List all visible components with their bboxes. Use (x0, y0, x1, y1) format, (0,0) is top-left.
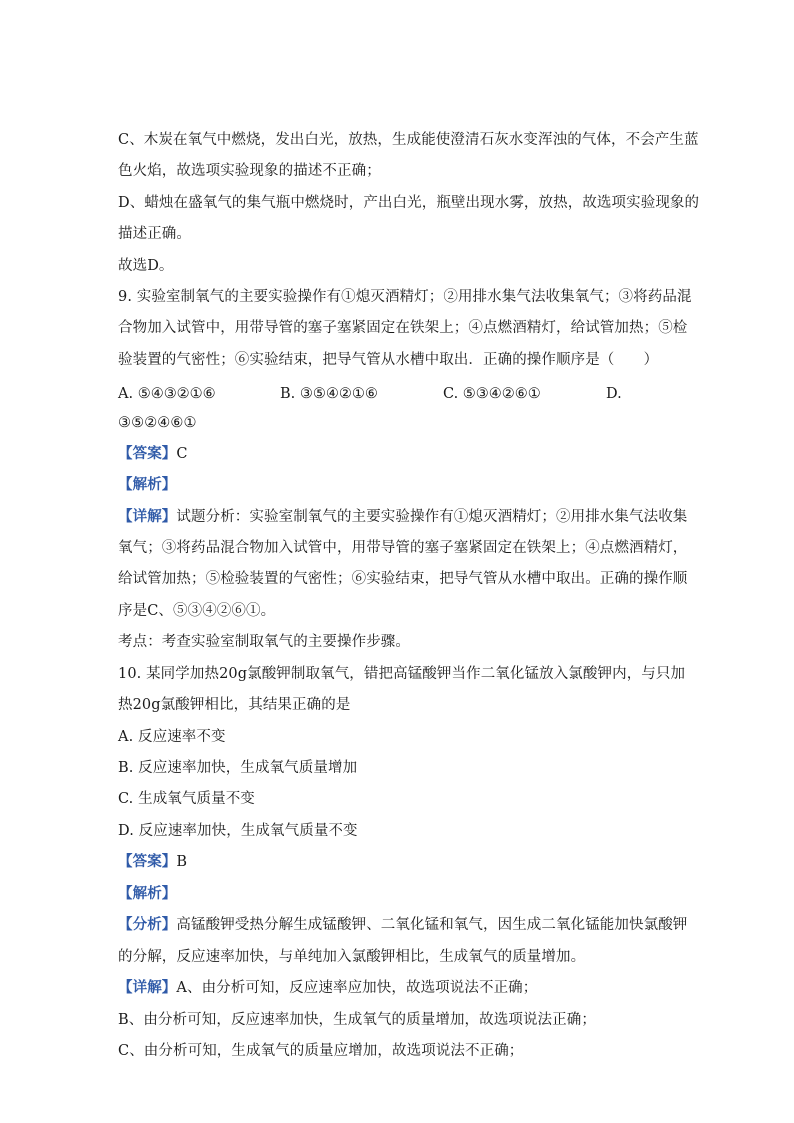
q10-detail-a: A、由分析可知，反应速率应加快，故选项说法不正确； (176, 980, 538, 996)
q9-answer-tag: 【答案】 (118, 445, 177, 462)
q10-option-b: B. 反应速率加快，生成氧气质量增加 (118, 760, 358, 776)
q9-stem-line3: 验装置的气密性；⑥实验结束，把导气管从水槽中取出．正确的操作顺序是（ ） (118, 352, 659, 368)
q9-detail-tag: 【详解】 (118, 508, 177, 525)
q10-analysis-tag: 【解析】 (118, 885, 177, 902)
q9-option-d-value: ③⑤②④⑥① (118, 415, 197, 431)
q10-answer-value: B (176, 854, 188, 870)
q9-analysis-heading (118, 475, 176, 495)
q9-analysis-tag: 【解析】 (118, 476, 177, 493)
q10-fenxi-tag: 【分析】 (118, 916, 177, 933)
q9-answer (118, 444, 188, 464)
q9-detail-line3: 给试管加热；⑤检验装置的气密性；⑥实验结束，把导气管从水槽中取出。正确的操作顺 (118, 571, 688, 587)
q10-stem-line2: 热20g氯酸钾相比，其结果正确的是 (118, 697, 351, 713)
q9-option-d-label: D. (606, 386, 622, 402)
q10-detail-c: C、由分析可知，生成氧气的质量应增加，故选项说法不正确； (118, 1043, 524, 1059)
q8-conclusion: 故选D。 (118, 258, 174, 274)
q10-fenxi-text1: 高锰酸钾受热分解生成锰酸钾、二氧化锰和氧气，因生成二氧化锰能加快氯酸钾 (176, 917, 688, 933)
q8-option-c-explanation-line1: C、木炭在氧气中燃烧，发出白光，放热，生成能使澄清石灰水变浑浊的气体，不会产生蓝 (118, 132, 699, 148)
q10-detail-tag: 【详解】 (118, 979, 177, 996)
q9-detail-line2: 氧气；③将药品混合物加入试管中，用带导管的塞子塞紧固定在铁架上；④点燃酒精灯， (118, 540, 688, 556)
q10-fenxi-line1 (118, 915, 687, 935)
q10-fenxi-line2: 的分解，反应速率加快，与单纯加入氯酸钾相比，生成氧气的质量增加。 (118, 949, 586, 965)
q10-option-d: D. 反应速率加快，生成氧气质量不变 (118, 823, 358, 839)
q8-option-d-explanation-line1: D、蜡烛在盛氧气的集气瓶中燃烧时，产出白光，瓶壁出现水雾，放热，故选项实验现象的 (118, 195, 700, 211)
q10-answer-tag: 【答案】 (118, 853, 177, 870)
q9-option-a: A. ⑤④③②①⑥ (118, 386, 216, 402)
q9-answer-value: C (176, 446, 188, 462)
q10-detail-b: B、由分析可知，反应速率加快，生成氧气的质量增加，故选项说法正确； (118, 1012, 596, 1028)
q9-detail-text1: 试题分析：实验室制氧气的主要实验操作有①熄灭酒精灯；②用排水集气法收集 (176, 509, 688, 525)
q10-analysis-heading (118, 884, 176, 904)
q10-option-a: A. 反应速率不变 (118, 729, 226, 745)
q10-detail-a-line (118, 978, 537, 998)
q10-option-c: C. 生成氧气质量不变 (118, 791, 255, 807)
q9-option-c: C. ⑤③④②⑥① (443, 386, 541, 402)
q9-detail-line4: 序是C、⑤③④②⑥①。 (118, 603, 276, 619)
q9-option-b: B. ③⑤④②①⑥ (280, 386, 378, 402)
q9-kaodian: 考点：考查实验室制取氧气的主要操作步骤。 (118, 634, 410, 650)
q9-stem-line2: 合物加入试管中，用带导管的塞子塞紧固定在铁架上；④点燃酒精灯，给试管加热；⑤检 (118, 320, 688, 336)
q8-option-d-explanation-line2: 描述正确。 (118, 226, 191, 242)
q9-stem-line1: 9. 实验室制氧气的主要实验操作有①熄灭酒精灯；②用排水集气法收集氧气；③将药品混 (118, 289, 692, 305)
q10-stem-line1: 10. 某同学加热20g氯酸钾制取氧气，错把高锰酸钾当作二氧化锰放入氯酸钾内，与只加 (118, 666, 686, 682)
q9-detail-line1 (118, 507, 687, 527)
q10-answer (118, 852, 187, 872)
q8-option-c-explanation-line2: 色火焰，故选项实验现象的描述不正确； (118, 163, 381, 179)
